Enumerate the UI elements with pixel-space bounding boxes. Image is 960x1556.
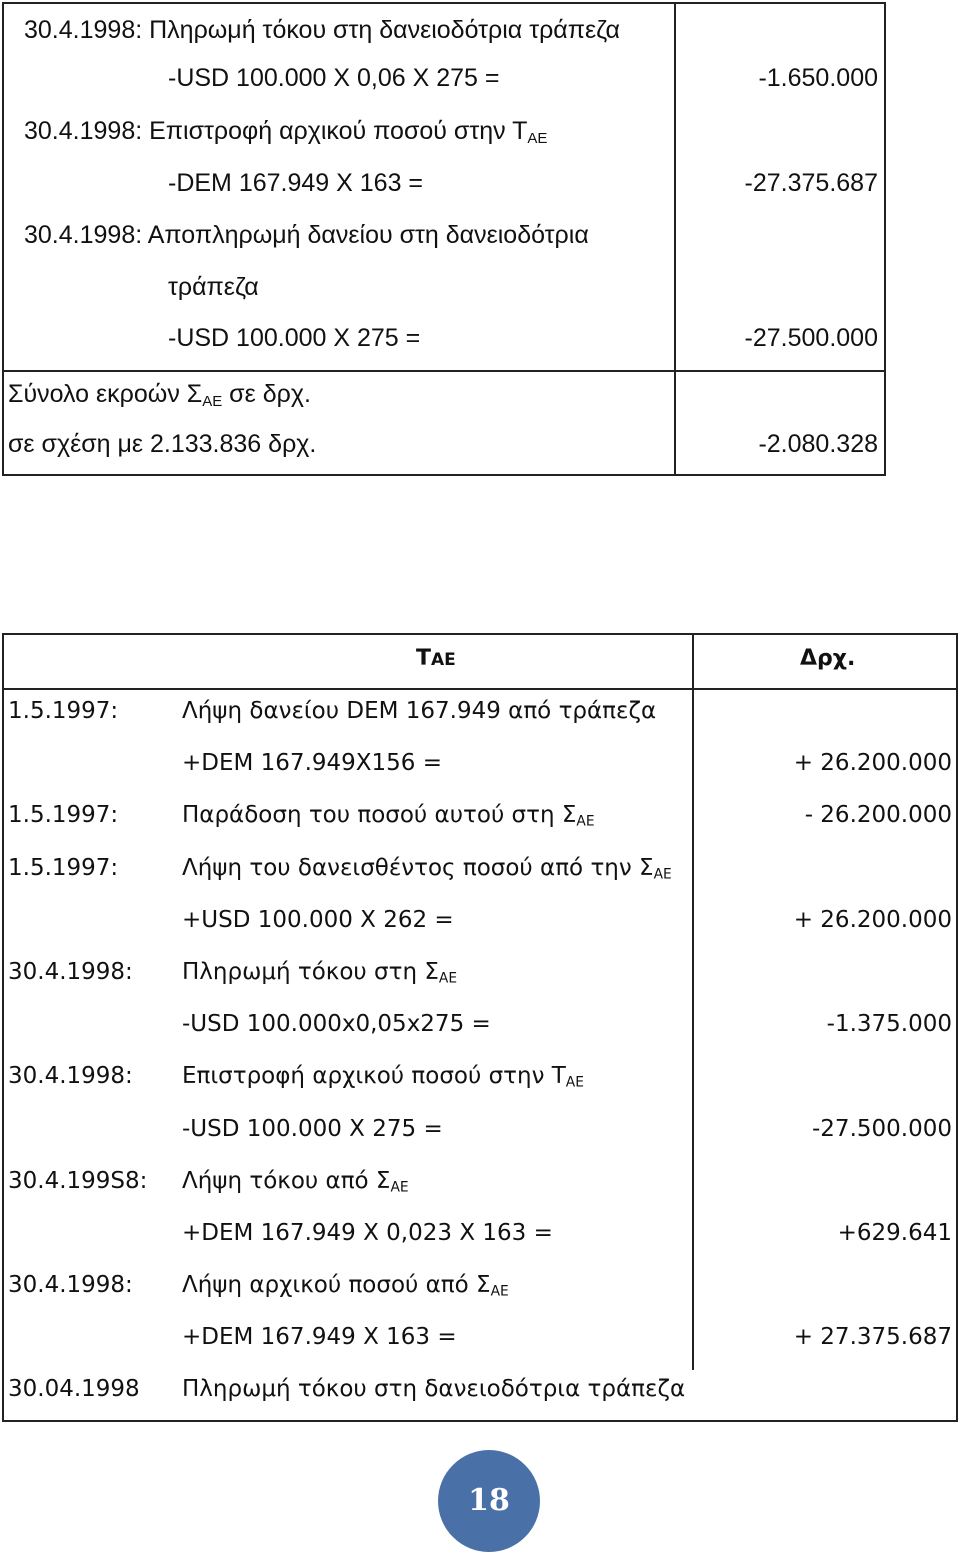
row-amount: + 27.375.687	[793, 1324, 952, 1350]
row-label: 30.4.1998: Επιστροφή αρχικού ποσού στην $T_{AE}$	[24, 117, 548, 147]
row-description: -USD 100.000x0,05x275 =	[182, 1011, 491, 1037]
table-row	[4, 1155, 956, 1207]
row-label: -USD 100.000 Χ 275 =	[168, 324, 421, 352]
row-description: +DEM 167.949X156 =	[182, 750, 443, 776]
table-row	[4, 1311, 956, 1363]
page-number-badge: 18	[438, 1450, 540, 1552]
row-label: Σύνολο εκροών $\Sigma_{AE}$ σε δρχ.	[8, 380, 311, 410]
row-amount: -27.375.687	[744, 169, 878, 197]
table-row	[4, 1207, 956, 1259]
table-row	[4, 261, 884, 313]
table-row	[4, 1050, 956, 1102]
table-row	[4, 1103, 956, 1155]
table-row	[4, 998, 956, 1050]
row-description: +DEM 167.949 Χ 163 =	[182, 1324, 457, 1350]
row-date: 30.4.199S8:	[8, 1168, 148, 1194]
table-header-unit: Δρχ.	[800, 646, 856, 671]
table-row	[4, 946, 956, 998]
table-row	[4, 368, 884, 420]
row-label: -USD 100.000 Χ 0,06 Χ 275 =	[168, 64, 500, 92]
row-date: 1.5.1997:	[8, 802, 119, 828]
table-row	[4, 157, 884, 209]
table-row	[4, 209, 884, 261]
cash-outflow-table	[2, 2, 886, 476]
table-row	[4, 737, 956, 789]
row-amount: +629.641	[837, 1220, 952, 1246]
row-date: 30.4.1998:	[8, 1063, 133, 1089]
row-amount: + 26.200.000	[793, 907, 952, 933]
table-row	[4, 1259, 956, 1311]
tae-cashflow-table	[2, 633, 958, 1422]
row-date: 30.4.1998:	[8, 1272, 133, 1298]
row-description: +DEM 167.949 Χ 0,023 Χ 163 =	[182, 1220, 553, 1246]
row-description: Παράδοση του ποσού αυτού στη $\Sigma_{AE}$	[182, 802, 595, 830]
row-label: 30.4.1998: Αποπληρωμή δανείου στη δανειοδότρια	[24, 221, 589, 249]
row-amount: -2.080.328	[758, 430, 878, 458]
table-row	[4, 4, 884, 56]
row-amount: -1.375.000	[826, 1011, 952, 1037]
table-row	[4, 418, 884, 470]
row-description: Πληρωμή τόκου στη $\Sigma_{AE}$	[182, 959, 458, 987]
row-description: +USD 100.000 Χ 262 =	[182, 907, 454, 933]
row-date: 1.5.1997:	[8, 698, 119, 724]
table-row	[4, 789, 956, 841]
row-label: τράπεζα	[168, 273, 259, 301]
row-description: Επιστροφή αρχικού ποσού στην $T_{AE}$	[182, 1063, 584, 1091]
row-amount: + 26.200.000	[793, 750, 952, 776]
row-amount: -27.500.000	[744, 324, 878, 352]
row-amount: - 26.200.000	[804, 802, 952, 828]
table-row	[4, 894, 956, 946]
table-row	[4, 842, 956, 894]
table-row	[4, 1363, 956, 1415]
row-amount: -1.650.000	[758, 64, 878, 92]
row-description: Λήψη του δανεισθέντος ποσού από την $\Sigma_{AE}$	[182, 855, 672, 883]
table-row	[4, 105, 884, 157]
row-description: Λήψη δανείου DEM 167.949 από τράπεζα	[182, 698, 657, 724]
row-date: 30.4.1998:	[8, 959, 133, 985]
row-label: -DEM 167.949 Χ 163 =	[168, 169, 424, 197]
row-amount: -27.500.000	[812, 1116, 952, 1142]
row-description: Πληρωμή τόκου στη δανειοδότρια τράπεζα	[182, 1376, 686, 1402]
table-row	[4, 685, 956, 737]
row-label: 30.4.1998: Πληρωμή τόκου στη δανειοδότρια τράπεζα	[24, 16, 620, 44]
table-row	[4, 312, 884, 364]
table-row	[4, 52, 884, 104]
row-description: -USD 100.000 Χ 275 =	[182, 1116, 443, 1142]
row-date: 1.5.1997:	[8, 855, 119, 881]
row-description: Λήψη αρχικού ποσού από $\Sigma_{AE}$	[182, 1272, 509, 1300]
row-label: σε σχέση με 2.133.836 δρχ.	[8, 430, 317, 458]
table-header-title: ΤΑΕ	[416, 646, 456, 671]
row-date: 30.04.1998	[8, 1376, 140, 1402]
row-description: Λήψη τόκου από $\Sigma_{AE}$	[182, 1168, 409, 1196]
